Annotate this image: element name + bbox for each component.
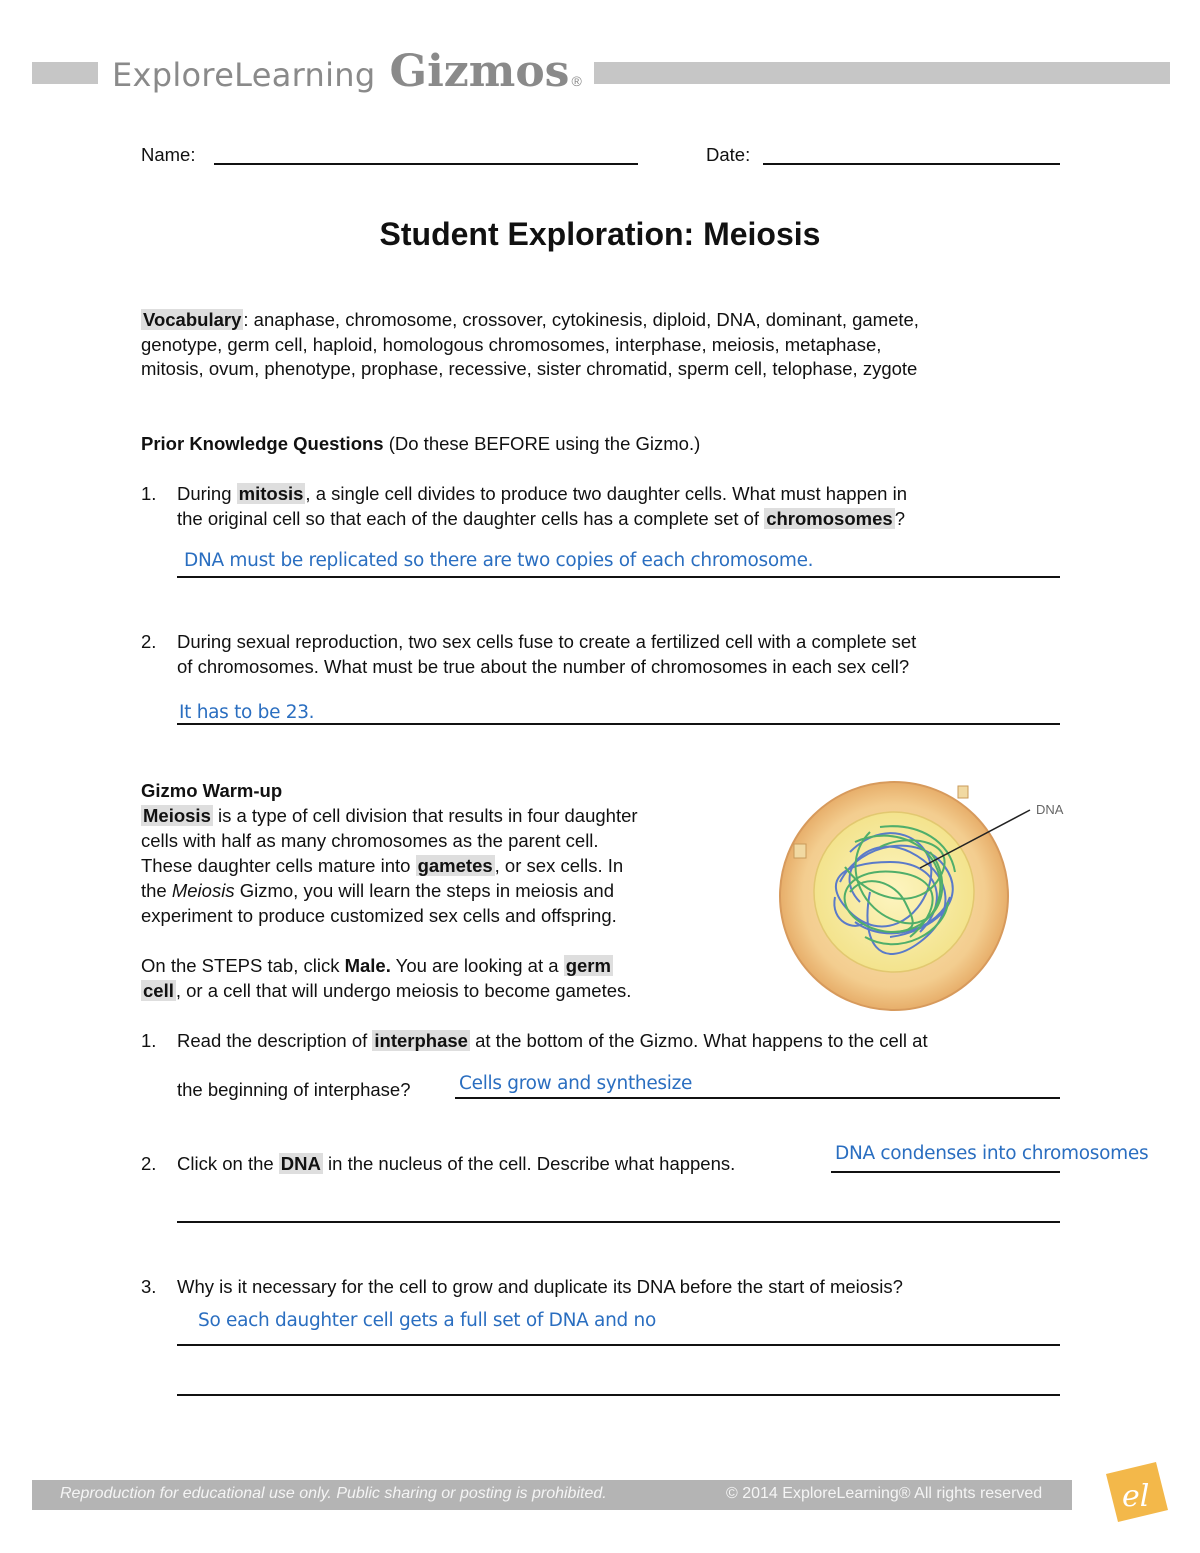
name-label: Name:	[141, 144, 196, 165]
term-meiosis: Meiosis	[143, 805, 211, 826]
vocabulary-line-2: genotype, germ cell, haploid, homologous chromosomes, interphase, meiosis, metaphase,	[141, 334, 882, 355]
warmup-q2-number: 2.	[141, 1153, 157, 1174]
warmup-q2-answer-line-2	[177, 1221, 1060, 1223]
warmup-p2-line-2: cell , or a cell that will undergo meiosis to become gametes.	[143, 980, 632, 1001]
term-gametes: gametes	[417, 855, 493, 876]
prior-q1-answer-line	[177, 576, 1060, 578]
footer-copyright: © 2014 ExploreLearning® All rights reserved	[726, 1485, 1043, 1502]
name-field[interactable]	[214, 163, 638, 165]
product-name: Gizmos	[389, 46, 570, 97]
prior-q2-number: 2.	[141, 631, 157, 652]
vocabulary-line-3: mitosis, ovum, phenotype, prophase, recessive, sister chromatid, sperm cell, telophase, zygote	[141, 358, 918, 379]
footer-disclaimer: Reproduction for educational use only. Public sharing or posting is prohibited.	[60, 1485, 607, 1502]
vocabulary-line-1: Vocabulary : anaphase, chromosome, crossover, cytokinesis, diploid, DNA, dominant, gamete,	[143, 309, 919, 330]
term-germ: germ	[565, 955, 611, 976]
header-bar-left	[32, 62, 98, 84]
male-label: Male.	[344, 955, 391, 976]
organelle-top	[958, 786, 968, 798]
prior-q1-number: 1.	[141, 483, 157, 504]
vocabulary-label: Vocabulary	[143, 309, 242, 330]
warmup-q1-number: 1.	[141, 1030, 157, 1051]
prior-q2-answer[interactable]: It has to be 23.	[179, 702, 315, 723]
warmup-p1-line-2: cells with half as many chromosomes as the parent cell.	[141, 830, 599, 851]
organelle-left	[794, 844, 806, 858]
date-label: Date:	[706, 144, 751, 165]
term-mitosis: mitosis	[238, 483, 304, 504]
prior-knowledge-heading: Prior Knowledge Questions (Do these BEFORE using the Gizmo.)	[141, 433, 701, 454]
warmup-q3-answer-line-2	[177, 1394, 1060, 1396]
brand-name: ExploreLearning	[112, 56, 376, 94]
term-chromosomes: chromosomes	[766, 508, 893, 529]
warmup-q3-number: 3.	[141, 1276, 157, 1297]
germ-cell-figure	[770, 772, 1080, 1022]
warmup-q3-answer-line-1	[177, 1344, 1060, 1346]
warmup-q3-answer[interactable]: So each daughter cell gets a full set of DNA and no	[198, 1310, 656, 1331]
warmup-q2-answer[interactable]: DNA condenses into chromosomes	[835, 1143, 1149, 1164]
prior-q2-answer-line	[177, 723, 1060, 725]
prior-q1-line-1: During mitosis , a single cell divides to produce two daughter cells. What must happen in	[177, 483, 908, 504]
warmup-p1-line-1: Meiosis is a type of cell division that results in four daughter	[143, 805, 638, 826]
prior-q1-answer[interactable]: DNA must be replicated so there are two copies of each chromosome.	[184, 550, 814, 571]
date-field[interactable]	[763, 163, 1060, 165]
warmup-q1-answer-line	[455, 1097, 1060, 1099]
warmup-heading: Gizmo Warm-up	[141, 780, 283, 801]
warmup-p1-line-3: These daughter cells mature into gametes , or sex cells. In	[141, 855, 624, 876]
warmup-q1-answer[interactable]: Cells grow and synthesize	[459, 1073, 693, 1094]
prior-q2-line-1: During sexual reproduction, two sex cells fuse to create a fertilized cell with a complete set	[177, 631, 917, 652]
page-title: Student Exploration: Meiosis	[379, 216, 821, 252]
prior-q1-line-2: the original cell so that each of the daughter cells has a complete set of chromosomes ?	[177, 508, 905, 529]
warmup-q1-line-1: Read the description of interphase at the bottom of the Gizmo. What happens to the cell at	[177, 1030, 928, 1051]
warmup-q2-answer-line-1	[831, 1171, 1060, 1173]
explorelearning-logo-icon	[1100, 1458, 1172, 1526]
warmup-p1-line-5: experiment to produce customized sex cells and offspring.	[141, 905, 617, 926]
warmup-p2-line-1: On the STEPS tab, click Male. You are looking at a germ	[141, 955, 611, 976]
term-interphase: interphase	[374, 1030, 468, 1051]
prior-q2-line-2: of chromosomes. What must be true about the number of chromosomes in each sex cell?	[177, 656, 910, 677]
term-dna: DNA	[280, 1153, 321, 1174]
warmup-p1-line-4: the Meiosis Gizmo, you will learn the steps in meiosis and	[141, 880, 614, 901]
svg-text:el: el	[1122, 1479, 1150, 1514]
dna-figure-label: DNA	[1036, 802, 1064, 817]
header-bar-right	[594, 62, 1170, 84]
warmup-q2-line-1: Click on the DNA in the nucleus of the cell. Describe what happens.	[177, 1153, 736, 1174]
brand-logo	[112, 46, 582, 96]
term-cell: cell	[143, 980, 174, 1001]
warmup-q3-line-1: Why is it necessary for the cell to grow and duplicate its DNA before the start of meiosis?	[177, 1276, 903, 1297]
registered-mark: ®	[571, 73, 582, 89]
warmup-q1-line-2: the beginning of interphase?	[177, 1079, 411, 1100]
